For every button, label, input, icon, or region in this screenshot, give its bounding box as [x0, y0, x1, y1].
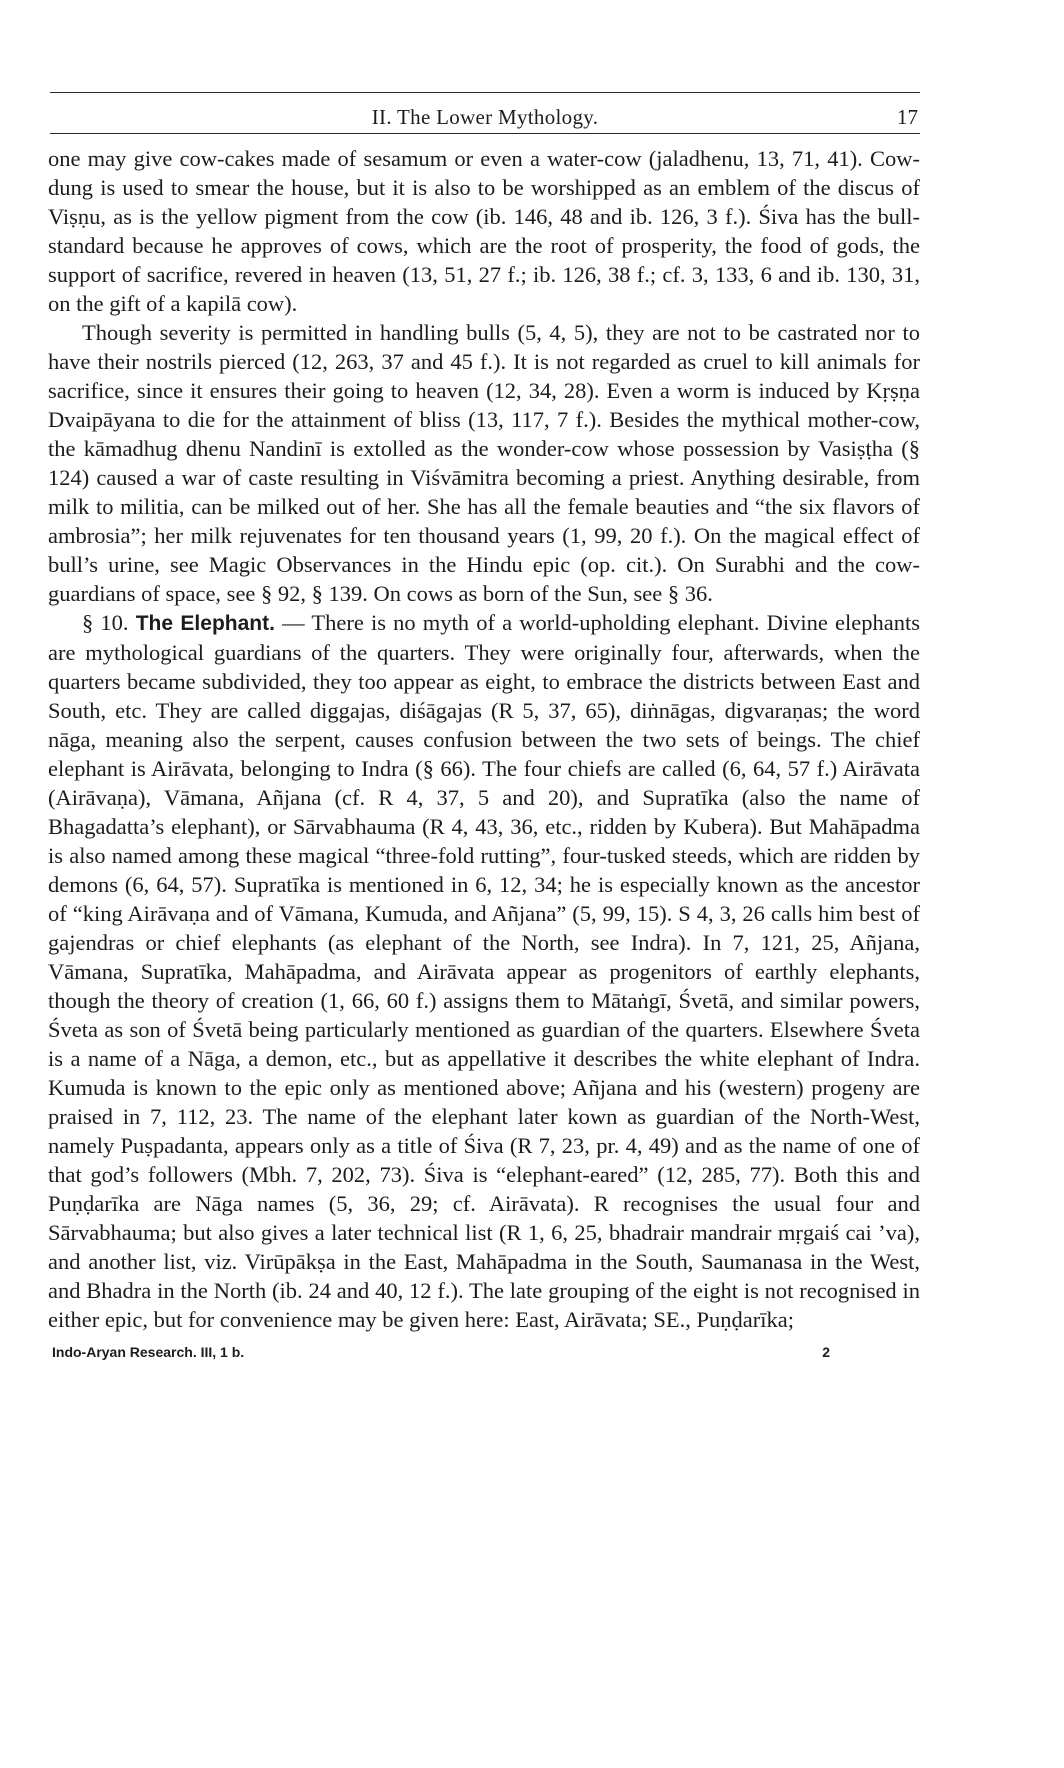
- page-number: 17: [897, 105, 918, 129]
- page-footer: [48, 1340, 920, 1366]
- paragraph-3-text: — There is no myth of a world-upholding elephant. Divine elephants are mythological guardians of the quarters. They were originally four, afterwards, when the quarters became subdivided, they too appear as eight, to embrace the districts between East and South, etc. They are called diggajas, diśāgajas (R 5, 37, 65), diṅnāgas, digvaraṇas; the word nāga, meaning also the serpent, causes confusion between the two sets of beings. The chief elephant is Airāvata, belonging to Indra (§ 66). The four chiefs are called (6, 64, 57 f.) Airāvata (Airāvaṇa), Vāmana, Añjana (cf. R 4, 37, 5 and 20), and Supratīka (also the name of Bhagadatta’s elephant), or Sārvabhauma (R 4, 43, 36, etc., ridden by Kubera). But Mahāpadma is also named among these magical “three-fold rutting”, four-tusked steeds, which are ridden by demons (6, 64, 57). Supratīka is mentioned in 6, 12, 34; he is especially known as the ancestor of “king Airāvaṇa and of Vāmana, Kumuda, and Añjana” (5, 99, 15). S 4, 3, 26 calls him best of gajendras or chief elephants (as elephant of the North, see Indra). In 7, 121, 25, Añjana, Vāmana, Supratīka, Mahāpadma, and Airāvata appear as progenitors of earthly elephants, though the theory of creation (1, 66, 60 f.) assigns them to Mātaṅgī, Śvetā, and similar powers, Śveta as son of Śvetā being particularly mentioned as guardian of the quarters. Elsewhere Śveta is a name of a Nāga, a demon, etc., but as appellative it describes the white elephant of Indra. Kumuda is known to the epic only as mentioned above; Añjana and his (western) progeny are praised in 7, 112, 23. The name of the elephant later kown as guardian of the North-West, namely Puṣpadanta, appears only as a title of Śiva (R 7, 23, pr. 4, 49) and as the name of one of that god’s followers (Mbh. 7, 202, 73). Śiva is “elephant-eared” (12, 285, 77). Both this and Puṇḍarīka are Nāga names (5, 36, 29; cf. Airāvata). R recognises the usual four and Sārvabhauma; but also gives a later technical list (R 1, 6, 25, bhadrair mandrair mṛgaiś cai ’va), and another list, viz. Virūpākṣa in the East, Mahāpadma in the South, Saumanasa in the West, and Bhadra in the North (ib. 24 and 40, 12 f.). The late grouping of the eight is not recognised in either epic, but for convenience may be given here: East, Airāvata; SE., Puṇḍarīka;: [48, 610, 921, 1332]
- footer-signature: 2: [822, 1344, 830, 1360]
- section-heading: The Elephant.: [135, 612, 275, 635]
- body-text: [48, 144, 920, 1334]
- header-top-rule: [50, 92, 920, 93]
- running-head: II. The Lower Mythology.: [371, 105, 599, 129]
- book-page: [48, 92, 920, 1366]
- page-header: [50, 99, 920, 134]
- paragraph-2: Though severity is permitted in handling bulls (5, 4, 5), they are not to be castrated nor to have their nostrils pierced (12, 263, 37 and 45 f.). It is not regarded as cruel to kill animals for sacrifice, since it ensures their going to heaven (12, 34, 28). Even a worm is induced by Kṛṣṇa Dvaipāyana to die for the attainment of bliss (13, 117, 7 f.). Besides the mythical mother-cow, the kāmadhug dhenu Nandinī is extolled as the wonder-cow whose possession by Vasiṣṭha (§ 124) caused a war of caste resulting in Viśvāmitra becoming a priest. Anything desirable, from milk to militia, can be milked out of her. She has all the female beauties and “the six flavors of ambrosia”; her milk rejuvenates for ten thousand years (1, 99, 20 f.). On the magical effect of bull’s urine, see Magic Observances in the Hindu epic (op. cit.). On Surabhi and the cow-guardians of space, see § 92, § 139. On cows as born of the Sun, see § 36.: [48, 320, 920, 606]
- footer-series: Indo-Aryan Research. III, 1 b.: [52, 1344, 245, 1360]
- paragraph-1: one may give cow-cakes made of sesamum or even a water-cow (jaladhenu, 13, 71, 41). Cow-dung is used to smear the house, but it is also to be worshipped as an emblem of the discus of Viṣṇu, as is the yellow pigment from the cow (ib. 146, 48 and ib. 126, 3 f.). Śiva has the bull-standard because he approves of cows, which are the root of prosperity, the food of gods, the support of sacrifice, revered in heaven (13, 51, 27 f.; ib. 126, 38 f.; cf. 3, 133, 6 and ib. 130, 31, on the gift of a kapilā cow).: [48, 146, 920, 316]
- paragraph-3: [48, 608, 920, 1334]
- section-number: § 10.: [82, 610, 129, 635]
